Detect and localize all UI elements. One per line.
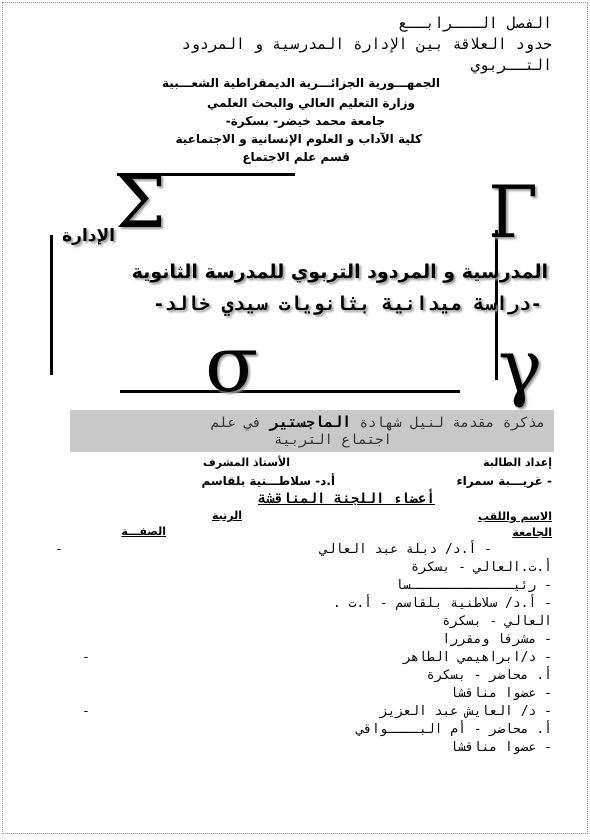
sigma-lower-symbol: σ — [205, 320, 259, 410]
committee-line: العالي - بسكرة — [442, 614, 552, 629]
column-university-header: الجامعة — [512, 526, 552, 539]
frame-bottom-line — [120, 390, 460, 393]
department-name: قسم علم الاجتماع — [242, 150, 350, 164]
thesis-note-line-2: اجتماع التربية — [273, 432, 392, 448]
republic-name: الجمهـــورية الجزائـــرية الديمقراطية الشعـــبية — [162, 76, 440, 90]
frame-left-line — [50, 235, 53, 375]
column-name-header: الاسم واللقب — [477, 510, 552, 523]
student-label: إعداد الطالبة — [483, 456, 552, 469]
committee-heading: أعضاء اللجنة المناقشة — [257, 491, 435, 507]
committee-line: - رئيـــــــــــــسا — [395, 578, 552, 593]
committee-line: - أ.د/ دبلة عبد العالي — [319, 542, 492, 557]
committee-line: - — [82, 650, 90, 665]
chapter-line-2: التــربوي — [470, 56, 552, 74]
chapter-line-1: حدود العلاقة بين الإدارة المدرسية و المردود — [181, 35, 552, 53]
student-name: - غريـــبة سمراء — [456, 474, 552, 488]
supervisor-label: الأستاذ المشرف — [203, 456, 290, 469]
committee-line: - د/ العايش عبد العزيز — [379, 704, 552, 719]
thesis-note-prefix: مذكرة مقدمة لنيل شهادة — [359, 415, 545, 431]
gamma-upper-symbol: Γ — [488, 170, 538, 254]
committee-line: - أ.د/ سلاطنية بلقاسم - أ.ت . — [332, 596, 552, 611]
committee-line: - عضوا مناقشا — [450, 686, 552, 701]
university-name: جامعة محمد خيضر- بسكرة- — [225, 114, 385, 128]
title-part-2: المدرسية و المردود التربوي للمدرسة الثانوية — [131, 261, 548, 283]
committee-line: - مشرفا ومقررا — [442, 632, 552, 647]
column-rank-header: الرتبة — [211, 509, 242, 522]
committee-line: - عضوا مناقشا — [450, 740, 552, 755]
committee-line: - د/ابراهيمي الطاهر — [403, 650, 552, 665]
title-subtitle: -دراسة ميدانية بثانويات سيدي خالد- — [153, 293, 542, 315]
committee-line: أ. محاضر - أم البــــواقي — [356, 722, 552, 737]
committee-line: - — [82, 704, 90, 719]
sigma-upper-symbol: Σ — [115, 160, 166, 244]
thesis-note-suffix: في علم — [210, 415, 262, 431]
gamma-lower-symbol: γ — [498, 324, 543, 410]
title-part-1: الإدارة — [62, 226, 115, 246]
committee-line: أ. محاضر - بسكرة — [426, 668, 552, 683]
supervisor-name: أ.د- سلاطـــنية بلقاسم — [201, 474, 335, 488]
committee-line: أ.ت.العالي - بسكرة — [411, 560, 552, 575]
chapter-title: الفصل الـــرابــع — [398, 14, 552, 32]
committee-line: - — [55, 542, 63, 557]
faculty-name: كلية الآداب و العلوم الإنسانية و الاجتماعية — [175, 132, 422, 146]
column-role-header: الصفـــة — [121, 525, 166, 538]
thesis-note-line-1 — [211, 413, 545, 431]
ministry-name: وزارة التعليم العالي والبحث العلمي — [206, 96, 415, 110]
thesis-degree: الماجستير — [269, 413, 352, 431]
